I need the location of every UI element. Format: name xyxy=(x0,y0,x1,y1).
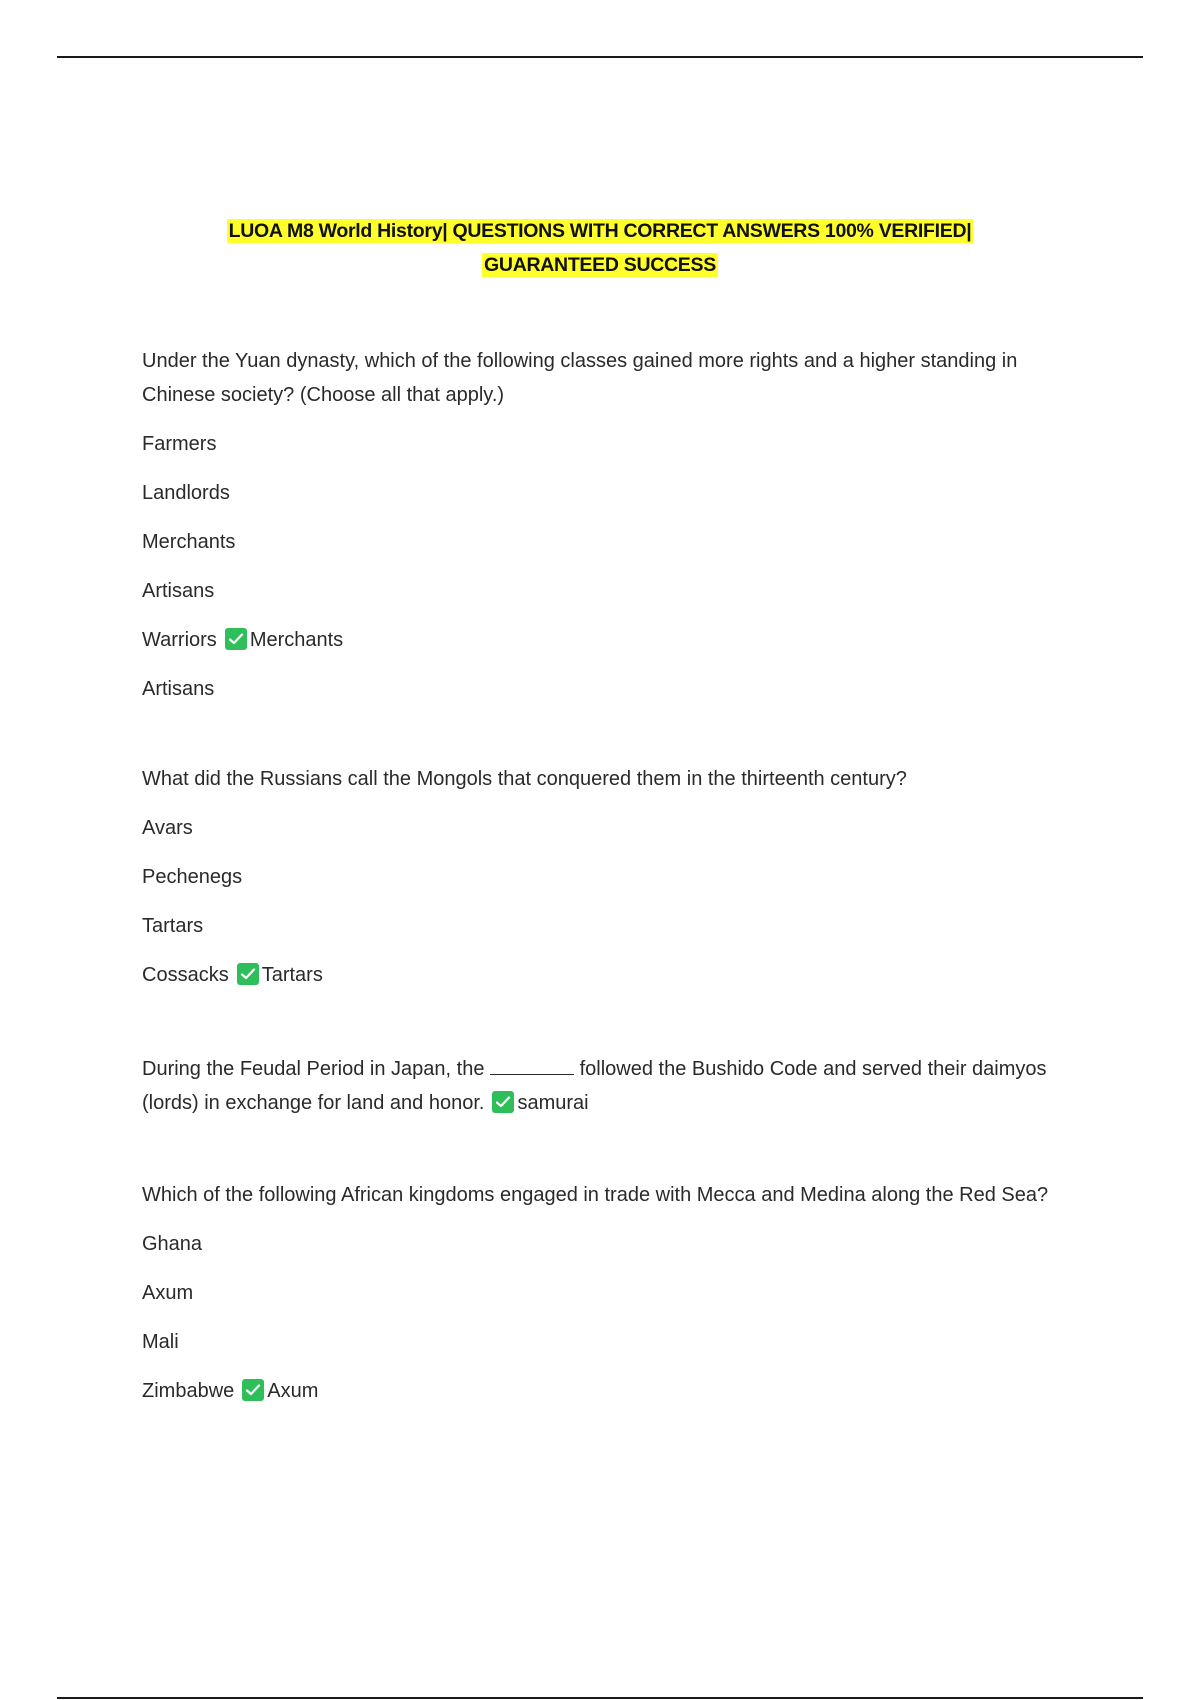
correct-answer: Tartars xyxy=(261,964,323,986)
question-list xyxy=(142,344,1062,1408)
answer-option: Tartars xyxy=(142,915,204,937)
question-text: Under the Yuan dynasty, which of the following classes gained more rights and a higher standing in Chinese society? (Choose all that apply.) xyxy=(142,350,1018,406)
answer-option: Cossacks xyxy=(142,964,229,986)
question-text: Which of the following African kingdoms engaged in trade with Mecca and Medina along the Red Sea? xyxy=(142,1184,1049,1206)
answer-option: Mali xyxy=(142,1331,179,1353)
question-block-2 xyxy=(142,762,1062,992)
correct-answer: Merchants xyxy=(249,629,344,651)
correct-answer: Axum xyxy=(267,1380,319,1402)
correct-answer-extra: Artisans xyxy=(142,678,215,700)
answer-option-with-answer xyxy=(142,958,1062,992)
answer-option: Warriors xyxy=(142,629,217,651)
question-text-after: followed the Bushido Code and served their daimyos (lords) in exchange for land and honor. xyxy=(142,1058,1047,1114)
check-box-icon xyxy=(237,963,259,985)
answer-option: Pechenegs xyxy=(142,866,243,888)
title-line-2: GUARANTEED SUCCESS xyxy=(484,254,716,276)
answer-option-with-answer xyxy=(142,623,1062,657)
answer-option: Merchants xyxy=(142,531,236,553)
question-text xyxy=(142,1052,1062,1120)
answer-option: Artisans xyxy=(142,580,215,602)
answer-option-with-answer xyxy=(142,1374,1062,1408)
fill-in-blank xyxy=(490,1052,574,1075)
answer-option: Axum xyxy=(142,1282,194,1304)
question-block-3 xyxy=(142,1052,1062,1120)
document-title xyxy=(0,214,1200,282)
top-rule xyxy=(57,56,1143,58)
answer-option: Avars xyxy=(142,817,193,839)
question-text: What did the Russians call the Mongols that conquered them in the thirteenth century? xyxy=(142,768,907,790)
answer-option: Zimbabwe xyxy=(142,1380,235,1402)
title-line-1: LUOA M8 World History| QUESTIONS WITH CORRECT ANSWERS 100% VERIFIED| xyxy=(228,220,972,242)
check-box-icon xyxy=(492,1091,514,1113)
question-block-4 xyxy=(142,1178,1062,1408)
answer-option: Farmers xyxy=(142,433,217,455)
correct-answer: samurai xyxy=(517,1092,589,1114)
question-text-before: During the Feudal Period in Japan, the xyxy=(142,1058,485,1080)
answer-option: Ghana xyxy=(142,1233,203,1255)
answer-option: Landlords xyxy=(142,482,230,504)
bottom-rule xyxy=(57,1697,1143,1699)
check-box-icon xyxy=(225,628,247,650)
question-block-1 xyxy=(142,344,1062,706)
check-box-icon xyxy=(242,1379,264,1401)
